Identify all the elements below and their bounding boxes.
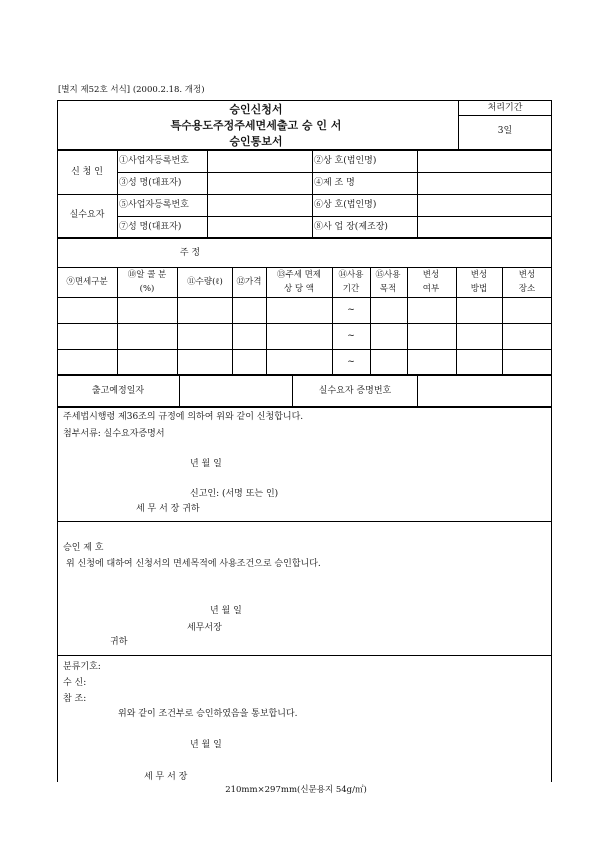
approval-statement: 위 신청에 대하여 신청서의 면세목적에 사용조건으로 승인합니다. (66, 559, 321, 569)
form-title: 특수용도주정주세면세출고 승 인 서 (170, 119, 342, 132)
approval-date: 년 월 일 (210, 606, 242, 616)
col-use-purpose: ⑮사용 (375, 270, 401, 280)
col-alcohol-content-unit: (%) (139, 284, 155, 294)
col-use-purpose-sub: 목적 (379, 284, 397, 294)
notice-statement: 위와 같이 조건부로 승인하였음을 통보합니다. (118, 709, 298, 719)
reference-label: 참 조: (63, 694, 87, 704)
period-separator: ~ (347, 305, 355, 315)
applicant-biz-no-label: ①사업자등록번호 (119, 156, 189, 166)
form-number-note: [별지 제52호 서식] (2000.2.18. 개정) (58, 85, 205, 95)
attachment-note: 첨부서류: 실수요자증명서 (63, 429, 165, 439)
col-tax-exemption: ⑬주세 면제 (276, 270, 322, 280)
col-denaturation: 변성 (422, 270, 440, 280)
col-alcohol-content: ⑩알 콜 분 (127, 270, 167, 280)
col-price: ⑫가격 (236, 277, 262, 287)
processing-period-label: 처리기간 (487, 103, 523, 113)
declarant-signature: 신고인: (서명 또는 인) (190, 489, 279, 499)
end-user-cert-no-label: 실수요자 증명번호 (318, 386, 392, 396)
applicant-section-label: 신 청 인 (71, 167, 103, 177)
col-denaturation-method: 변성 (470, 270, 488, 280)
end-user-section-label: 실수요자 (69, 210, 105, 220)
approval-tax-office: 세무서장 (187, 623, 222, 633)
col-denaturation-method-sub: 방법 (470, 284, 488, 294)
title-line-approval-request: 승인신청서 (229, 103, 283, 116)
notice-tax-office: 세 무 서 장 (144, 772, 188, 782)
recipient-label: 수 신: (63, 678, 87, 688)
col-use-period: ⑭사용 (338, 270, 364, 280)
end-user-biz-no-label: ⑤사업자등록번호 (119, 200, 189, 210)
product-name-label: ④제 조 명 (314, 178, 355, 188)
application-date: 년 월 일 (190, 459, 222, 469)
shipment-date-label: 출고예정일자 (91, 386, 145, 396)
alcohol-label: 주 정 (179, 248, 201, 258)
col-quantity: ⑪수량(ℓ) (187, 277, 223, 287)
approval-number: 승인 제 호 (63, 543, 104, 553)
title-line-approval-notice: 승인통보서 (229, 135, 283, 148)
applicant-trade-name-label: ②상 호(법인명) (314, 156, 377, 166)
applicant-name-label: ③성 명(대표자) (119, 178, 182, 188)
paper-spec-footer: 210mm×297mm(신문용지 54g/㎡) (225, 785, 367, 795)
processing-period-value: 3일 (497, 126, 513, 136)
col-denaturation-site-sub: 장소 (518, 284, 536, 294)
approval-to: 귀하 (110, 637, 128, 647)
col-denaturation-site: 변성 (518, 270, 536, 280)
notice-date: 년 월 일 (190, 740, 222, 750)
period-separator: ~ (347, 331, 355, 341)
business-site-label: ⑧사 업 장(제조장) (314, 222, 388, 232)
application-section (57, 407, 552, 522)
period-separator: ~ (347, 357, 355, 367)
end-user-trade-name-label: ⑥상 호(법인명) (314, 200, 377, 210)
col-denaturation-status: 여부 (422, 284, 440, 294)
col-tax-exemption-amount: 상 당 액 (283, 284, 315, 294)
tax-office-addressee: 세 무 서 장 귀하 (136, 504, 200, 514)
col-exemption-type: ⑨면세구분 (66, 277, 108, 287)
application-statement: 주세법시행령 제36조의 규정에 의하여 위와 같이 신청합니다. (63, 412, 304, 422)
classification-code: 분류기호: (63, 662, 101, 672)
end-user-name-label: ⑦성 명(대표자) (119, 222, 182, 232)
col-use-period-sub: 기간 (342, 284, 360, 294)
alcohol-items-table (57, 238, 552, 375)
